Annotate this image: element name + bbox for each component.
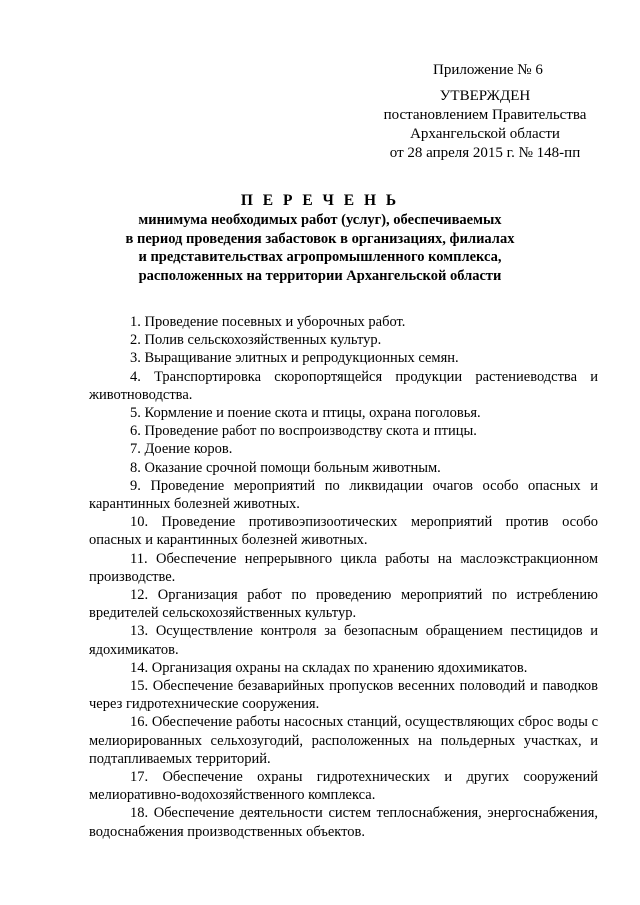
item-text: Осуществление контроля за безопасным обращением пестицидов и ядохимикатов. (89, 623, 598, 658)
list-item-17 (89, 768, 598, 804)
item-number: 3. (130, 350, 141, 367)
item-text: Организация работ по проведению мероприятий по истреблению вредителей сельскохозяйственных культур. (89, 587, 598, 622)
item-number: 8. (130, 459, 141, 476)
item-text: Проведение посевных и уборочных работ. (144, 314, 406, 330)
list-item-18 (89, 804, 598, 840)
item-number: 18. (130, 805, 149, 822)
item-text: Обеспечение безаварийных пропусков весенних половодий и паводков через гидротехнические сооружения. (89, 678, 599, 713)
item-number: 1. (130, 314, 141, 330)
approved-by-line2: Архангельской области (410, 126, 560, 142)
annex-number: Приложение № 6 (433, 62, 543, 78)
list-item-10 (89, 513, 598, 549)
title-line-3: и представительствах агропромышленного комплекса, (138, 249, 502, 265)
list-item-14 (89, 659, 598, 677)
item-text: Доение коров. (144, 441, 233, 458)
item-text: Организация охраны на складах по хранению ядохимикатов. (151, 659, 528, 676)
item-number: 9. (130, 477, 141, 494)
item-text: Проведение мероприятий по ликвидации очагов особо опасных и карантинных болезней животных. (89, 477, 598, 513)
list-item-15 (89, 677, 598, 713)
list-item-4 (89, 368, 598, 404)
list-item-8 (89, 459, 598, 477)
approval-stamp (370, 87, 600, 163)
item-number: 16. (130, 714, 149, 731)
title-main: П Е Р Е Ч Е Н Ь (240, 192, 400, 209)
approved-by-line1: постановлением Правительства (383, 107, 587, 123)
list-item-13 (89, 622, 598, 658)
item-number: 7. (130, 441, 141, 458)
approved-date: от 28 апреля 2015 г. № 148-пп (389, 145, 581, 161)
title-line-2: в период проведения забастовок в организациях, филиалах (125, 230, 515, 247)
list-item-16 (89, 713, 598, 768)
item-number: 17. (130, 769, 149, 786)
item-number: 4. (130, 368, 141, 385)
works-list (89, 313, 598, 841)
item-text: Полив сельскохозяйственных культур. (144, 332, 382, 349)
title-line-1: минимума необходимых работ (услуг), обеспечиваемых (138, 212, 502, 228)
item-number: 2. (130, 332, 141, 349)
item-text: Обеспечение охраны гидротехнических и других сооружений мелиоративно-водохозяйственного комплекса. (89, 769, 599, 804)
list-item-6 (89, 422, 598, 440)
list-item-7 (89, 440, 598, 458)
title-line-4: расположенных на территории Архангельской области (138, 267, 502, 284)
item-text: Обеспечение деятельности систем теплоснабжения, энергоснабжения, водоснабжения производственных объектов. (89, 805, 598, 840)
item-text: Транспортировка скоропортящейся продукции растениеводства и животноводства. (89, 368, 598, 403)
item-text: Кормление и поение скота и птицы, охрана поголовья. (144, 405, 481, 422)
item-text: Проведение работ по воспроизводству скота и птицы. (144, 423, 477, 440)
list-item-1 (89, 313, 598, 331)
list-item-2 (89, 331, 598, 349)
item-number: 12. (130, 587, 149, 604)
list-item-3 (89, 349, 598, 367)
item-text: Выращивание элитных и репродукционных семян. (144, 350, 459, 367)
item-text: Обеспечение работы насосных станций, осуществляющих сброс воды с мелиорированных сельхозугодий, расположенных на польдерных участках, и подтапливаемых территорий. (89, 714, 599, 767)
item-number: 11. (130, 550, 148, 567)
list-item-11 (89, 550, 598, 586)
item-number: 5. (130, 405, 141, 422)
item-number: 6. (130, 423, 141, 440)
item-number: 14. (130, 659, 149, 676)
item-text: Оказание срочной помощи больным животным. (144, 459, 441, 476)
item-text: Обеспечение непрерывного цикла работы на маслоэкстракционном производстве. (89, 550, 598, 585)
document-title (60, 191, 580, 285)
list-item-5 (89, 404, 598, 422)
approved-label: УТВЕРЖДЕН (439, 88, 531, 104)
item-number: 15. (130, 678, 149, 695)
list-item-12 (89, 586, 598, 622)
list-item-9 (89, 477, 598, 513)
item-number: 10. (130, 514, 149, 531)
item-text: Проведение противоэпизоотических мероприятий против особо опасных и карантинных болезней животных. (89, 514, 598, 549)
item-number: 13. (130, 623, 149, 640)
